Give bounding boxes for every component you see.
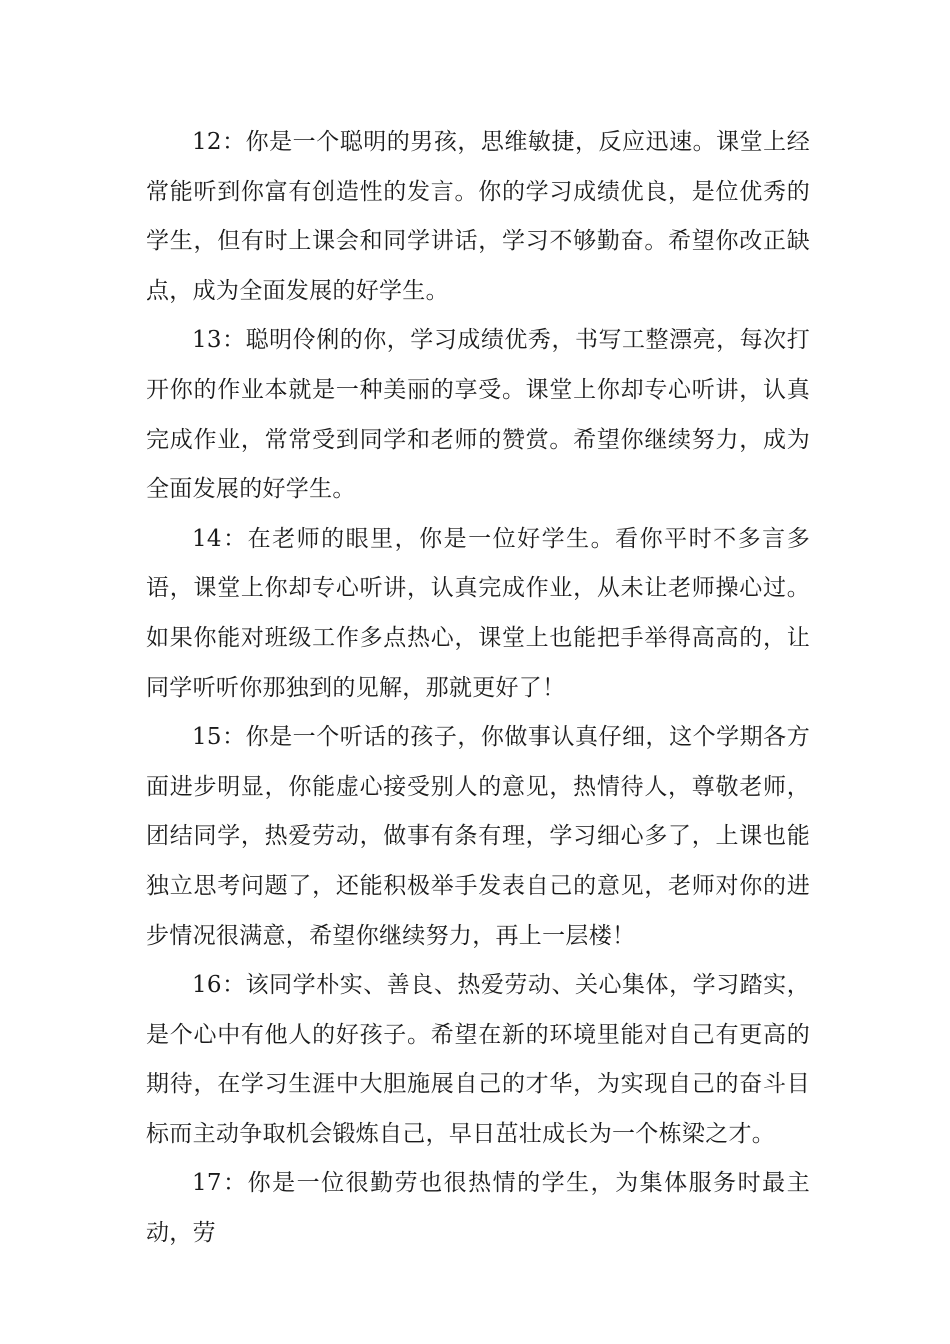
comment-paragraph-15: 15：你是一个听话的孩子，你做事认真仔细，这个学期各方面进步明显，你能虚心接受别人的意见，热情待人，尊敬老师，团结同学，热爱劳动，做事有条有理，学习细心多了，上课也能独立思考问题了，还能积极举手发表自己的意见，老师对你的进步情况很满意，希望你继续努力，再上一层楼！ bbox=[146, 724, 810, 949]
comment-paragraph-16: 16：该同学朴实、善良、热爱劳动、关心集体，学习踏实，是个心中有他人的好孩子。希望在新的环境里能对自己有更高的期待，在学习生涯中大胆施展自己的才华，为实现自己的奋斗目标而主动争取机会锻炼自己，早日茁壮成长为一个栋梁之才。 bbox=[146, 972, 810, 1147]
comment-paragraph-14: 14：在老师的眼里，你是一位好学生。看你平时不多言多语，课堂上你却专心听讲，认真完成作业，从未让老师操心过。如果你能对班级工作多点热心，课堂上也能把手举得高高的，让同学听听你那独到的见解，那就更好了！ bbox=[146, 525, 810, 701]
comment-paragraph-17: 17：你是一位很勤劳也很热情的学生，为集体服务时最主动，劳 bbox=[146, 1170, 810, 1247]
comment-paragraph-13: 13：聪明伶俐的你，学习成绩优秀，书写工整漂亮，每次打开你的作业本就是一种美丽的享受。课堂上你却专心听讲，认真完成作业，常常受到同学和老师的赞赏。希望你继续努力，成为全面发展的好学生。 bbox=[146, 327, 810, 503]
comment-paragraph-12: 12：你是一个聪明的男孩，思维敏捷，反应迅速。课堂上经常能听到你富有创造性的发言。你的学习成绩优良，是位优秀的学生，但有时上课会和同学讲话，学习不够勤奋。希望你改正缺点，成为全面发展的好学生。 bbox=[146, 129, 810, 304]
document-body bbox=[146, 118, 810, 1259]
